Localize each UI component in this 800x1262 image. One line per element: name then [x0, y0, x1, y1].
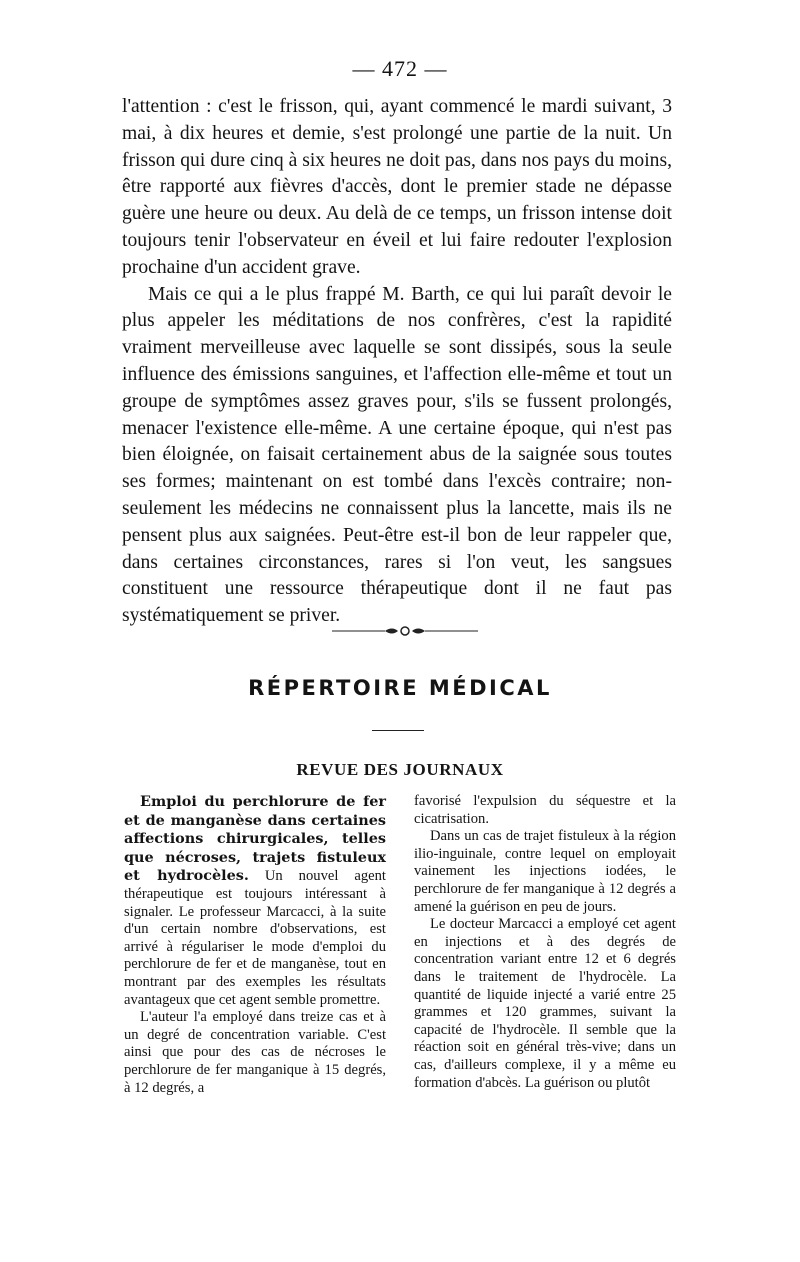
- article-intro: Un nouvel agent thérapeutique est toujours intéressant à signaler. Le professeur Marcacci, à la suite d'un certain nombre d'observations, est arrivé à régulariser le mode d'emploi du perchlorure de fer et de manganèse, tout en montrant par des exemples les résultats avantageux que cet agent semble promettre.: [124, 868, 386, 1008]
- main-paragraph-2: Mais ce qui a le plus frappé M. Barth, ce qui lui paraît devoir le plus appeler les méditations de nos confrères, c'est la rapidité vraiment merveilleuse avec laquelle se sont dissipés, sous la seule influence des émissions sanguines, et l'affection elle-même et tout un groupe de symptômes assez graves pour, s'ils se fussent prolongés, menacer l'existence elle-même. A une certaine époque, qui n'est pas bien éloignée, on faisait certainement abus de la saignée sous toutes ses formes; maintenant on est tombé dans l'excès contraire; non-seulement les médecins ne connaissent plus la lancette, mais ils ne pensent plus aux saignées. Peut-être est-il bon de leur rappeler que, dans certaines circonstances, rares si l'on veut, les sangsues constituent une ressource thérapeutique dont il ne faut pas systématiquement se priver.: [122, 283, 672, 627]
- left-paragraph-1: [124, 793, 386, 1009]
- left-column: [124, 793, 386, 1097]
- ornament-divider-icon: [330, 624, 480, 638]
- right-paragraph-3: Le docteur Marcacci a employé cet agent en injections et à des degrés de concentration variant entre 12 et 6 degrés dans le traitement de l'hydrocèle. La quantité de liquide injecté a varié entre 25 grammes et 120 grammes, suivant la capacité de l'hydrocèle. Il semble que la réaction soit en général très-vive; dans un cas, d'ailleurs complexe, il y a même eu formation d'abcès. La guérison ou plutôt: [414, 916, 676, 1091]
- right-paragraph-2: Dans un cas de trajet fistuleux à la région ilio-inguinale, contre lequel on employait vainement les injections iodées, le perchlorure de fer manganique à 12 degrés a amené la guérison en peu de jours.: [414, 828, 676, 915]
- right-paragraph-1: favorisé l'expulsion du séquestre et la cicatrisation.: [414, 793, 676, 827]
- article-title: Emploi du perchlorure de fer et de manganèse dans certaines affections chirurgicales, telles que nécroses, trajets fistuleux et hydrocèles.: [124, 793, 386, 885]
- title-rule: [372, 730, 424, 731]
- page-number: — 472 —: [352, 56, 448, 81]
- section-title: RÉPERTOIRE MÉDICAL: [248, 676, 552, 700]
- main-text: [122, 94, 672, 630]
- left-paragraph-2: L'auteur l'a employé dans treize cas et à un degré de concentration variable. C'est ainsi que pour des cas de nécroses le perchlorure de fer manganique à 15 degrés, à 12 degrés, a: [124, 1009, 386, 1096]
- right-column: [414, 793, 676, 1092]
- main-paragraph-1: l'attention : c'est le frisson, qui, ayant commencé le mardi suivant, 3 mai, à dix heures et demie, s'est prolongé une partie de la nuit. Un frisson qui dure cinq à six heures ne doit pas, dans nos pays du moins, être rapporté aux fièvres d'accès, dont le premier stade ne dépasse guère une heure ou deux. Au delà de ce temps, un frisson intense doit toujours tenir l'observateur en éveil et lui faire redouter l'explosion prochaine d'un accident grave.: [122, 96, 672, 278]
- subsection-title: REVUE DES JOURNAUX: [296, 760, 504, 779]
